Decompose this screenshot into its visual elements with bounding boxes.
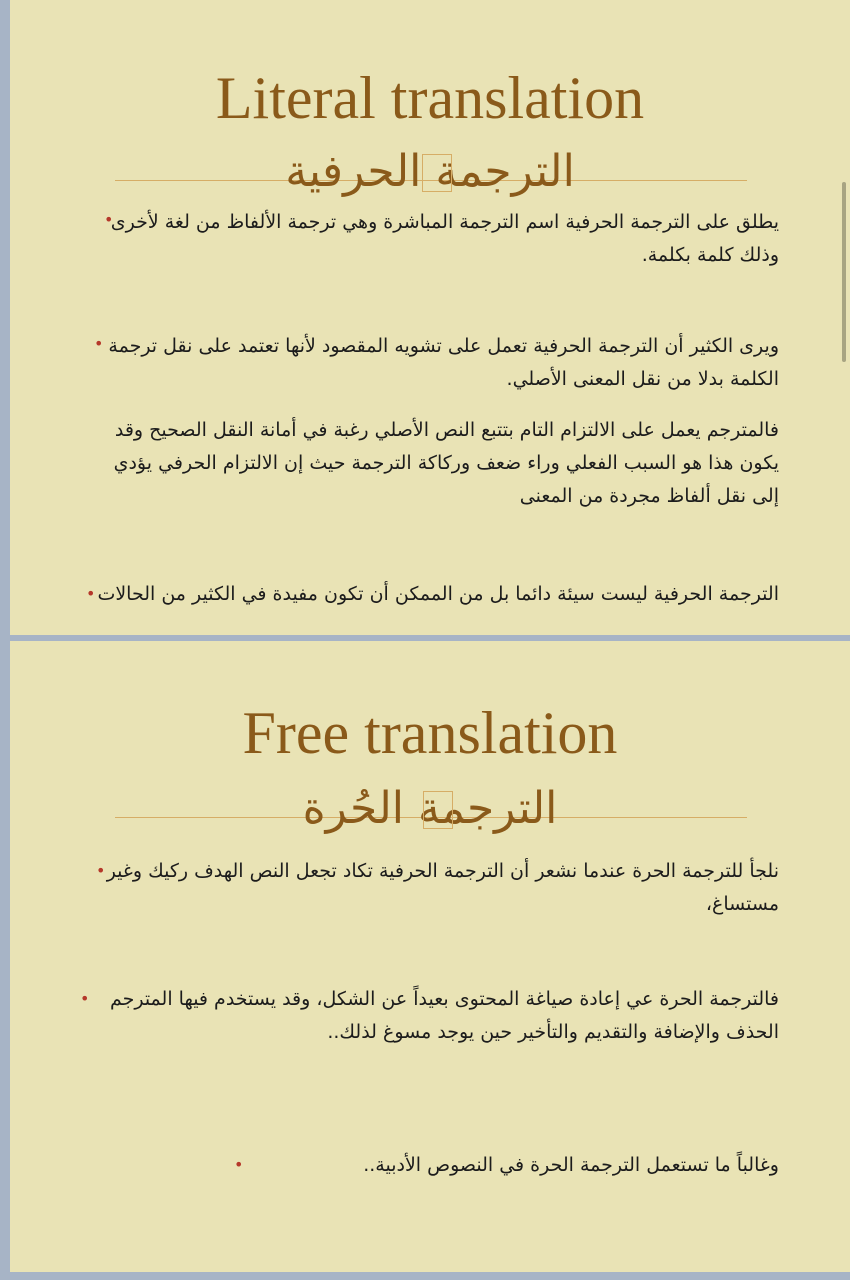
slide-title-english: Free translation	[242, 700, 618, 766]
text-selection-box	[422, 154, 452, 192]
slide-free-translation	[10, 641, 850, 1272]
bullet-marker: •	[94, 334, 104, 353]
bullet-marker: •	[96, 861, 106, 880]
paragraph-literal-usefulness: الترجمة الحرفية ليست سيئة دائما بل من الممكن أن تكون مفيدة في الكثير من الحالات	[97, 583, 779, 605]
bullet-marker: •	[80, 989, 90, 1008]
paragraph-literal-definition: يطلق على الترجمة الحرفية اسم الترجمة المباشرة وهي ترجمة الألفاظ من لغة لأخرى وذلك كلمة بكلمة.	[110, 211, 779, 266]
paragraph-free-definition: فالترجمة الحرة عي إعادة صياغة المحتوى بعيداً عن الشكل، وقد يستخدم فيها المترجم الحذف والإضافة والتقديم والتأخير حين يوجد مسوغ لذلك..	[109, 988, 779, 1043]
slide-title-arabic: الترجمة الحرفية	[285, 146, 575, 197]
paragraph-literal-criticism: ويرى الكثير أن الترجمة الحرفية تعمل على تشويه المقصود لأنها تعتمد على نقل ترجمة الكلمة بدلا من نقل المعنى الأصلي.	[108, 335, 779, 390]
paragraph-free-reason: نلجأ للترجمة الحرة عندما نشعر أن الترجمة الحرفية تكاد تجعل النص الهدف ركيك وغير مستساغ،	[106, 860, 779, 915]
bullet-marker: •	[86, 584, 96, 603]
paragraph-free-literary-use: وغالباً ما تستعمل الترجمة الحرة في النصوص الأدبية..	[363, 1154, 779, 1176]
bullet-marker: •	[104, 210, 114, 229]
paragraph-literal-reason: فالمترجم يعمل على الالتزام التام بتتبع النص الأصلي رغبة في أمانة النقل الصحيح وقد يكون هذا هو السبب الفعلي وراء ضعف وركاكة الترجمة حيث إن الالتزام الحرفي يؤدي إلى نقل ألفاظ مجردة من المعنى	[113, 419, 779, 507]
slide-title-english: Literal translation	[215, 65, 645, 131]
scrollbar[interactable]	[842, 182, 846, 362]
text-selection-box	[423, 791, 453, 829]
bullet-marker: •	[234, 1155, 244, 1174]
slide-literal-translation	[10, 0, 850, 635]
slide-title-arabic: الترجمة الحُرة	[302, 783, 558, 834]
